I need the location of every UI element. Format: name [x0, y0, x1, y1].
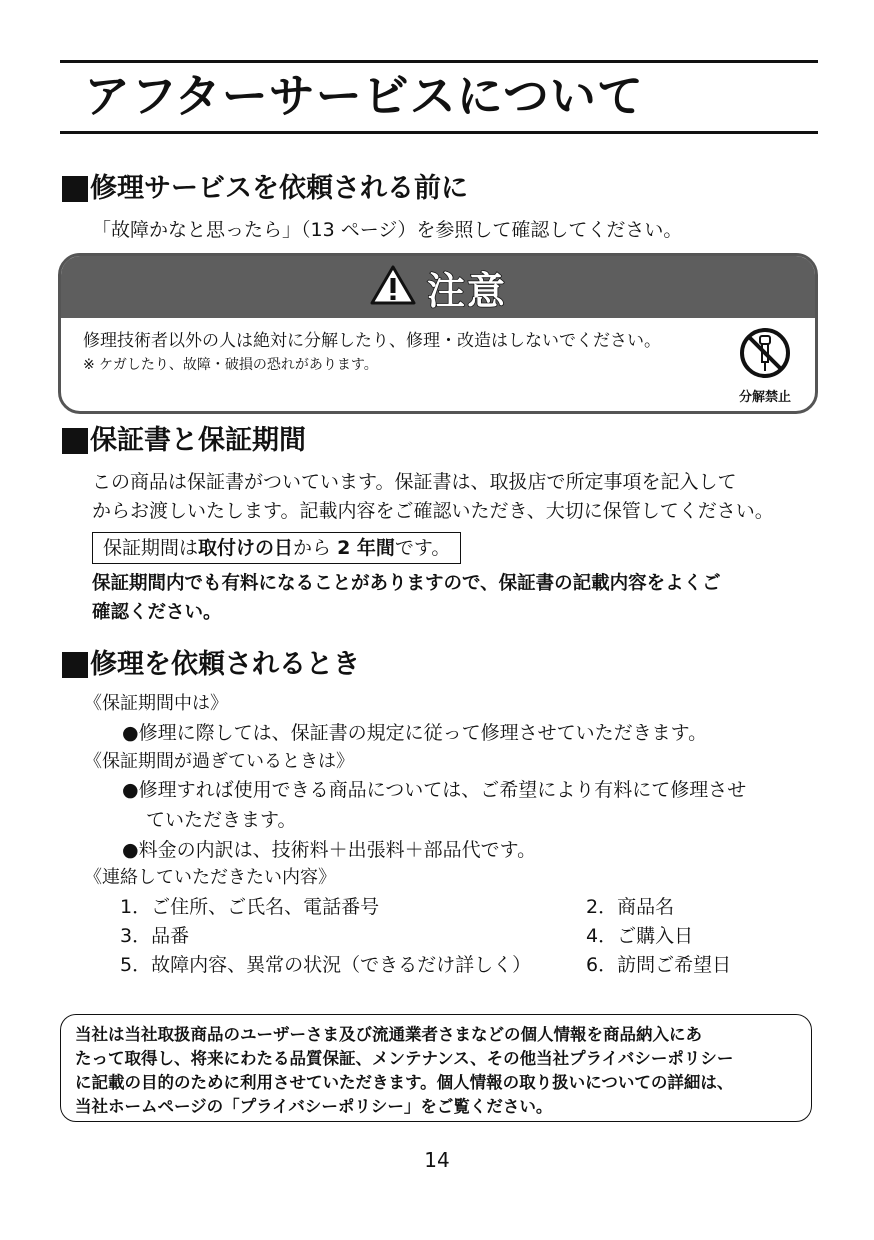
- period-prefix: 保証期間は: [103, 537, 199, 559]
- caution-title: 注意: [426, 268, 507, 313]
- contact-item: 5．故障内容、異常の状況（できるだけ詳しく）: [120, 954, 532, 976]
- after-warranty-bullet-2: [122, 836, 536, 864]
- heading-text: 修理を依頼されるとき: [90, 649, 360, 680]
- bullet-text: 修理に際しては、保証書の規定に従って修理させていただきます。: [138, 722, 708, 744]
- privacy-line: 当社ホームページの「プライバシーポリシー」をご覧ください。: [75, 1097, 553, 1116]
- title-rule-top: [60, 60, 818, 63]
- square-bullet-icon: [62, 428, 88, 454]
- heading-text: 保証書と保証期間: [90, 425, 306, 456]
- no-disassembly-label: 分解禁止: [738, 390, 791, 405]
- title-rule-bottom: [60, 131, 818, 134]
- warranty-text-line1: この商品は保証書がついています。保証書は、取扱店で所定事項を記入して: [92, 471, 737, 493]
- heading-text: 修理サービスを依頼される前に: [90, 173, 468, 204]
- section-heading-repair-request: [62, 648, 360, 682]
- warranty-note-line2: 確認ください。: [92, 602, 222, 623]
- after-warranty-bullet-1-cont: ていただきます。: [146, 809, 297, 831]
- contact-item: 4．ご購入日: [586, 925, 694, 947]
- before-repair-text: 「故障かなと思ったら」（13 ページ）を参照して確認してください。: [92, 219, 683, 241]
- in-warranty-bullet: [122, 719, 707, 747]
- no-disassembly-symbol: [733, 326, 797, 405]
- period-start: 取付けの日: [198, 537, 294, 559]
- bullet-icon: ●: [122, 839, 139, 861]
- period-suffix: です。: [394, 537, 451, 559]
- warranty-text-line2: からお渡しいたします。記載内容をご確認いただき、大切に保管してください。: [92, 500, 774, 522]
- square-bullet-icon: [62, 652, 88, 678]
- bullet-icon: ●: [122, 779, 139, 801]
- privacy-line: 当社は当社取扱商品のユーザーさま及び流通業者さまなどの個人情報を商品納入にあ: [75, 1025, 702, 1044]
- period-middle: から: [293, 537, 338, 559]
- caution-header: [61, 256, 815, 318]
- warranty-note-line1: 保証期間内でも有料になることがありますので、保証書の記載内容をよくご: [92, 573, 721, 594]
- warranty-period-box: [92, 532, 461, 564]
- privacy-line: に記載の目的のために利用させていただきます。個人情報の取り扱いについての詳細は、: [75, 1073, 734, 1092]
- contact-item: 2．商品名: [586, 896, 675, 918]
- privacy-line: たって取得し、将来にわたる品質保証、メンテナンス、その他当社プライバシーポリシー: [75, 1049, 734, 1068]
- contact-item: 3．品番: [120, 925, 190, 947]
- square-bullet-icon: [62, 176, 88, 202]
- after-warranty-label: 《保証期間が過ぎているときは》: [84, 751, 354, 772]
- bullet-text: 料金の内訳は、技術料＋出張料＋部品代です。: [138, 839, 537, 861]
- contact-label: 《連絡していただきたい内容》: [84, 867, 336, 888]
- bullet-text: 修理すれば使用できる商品については、ご希望により有料にて修理させ: [138, 779, 747, 801]
- caution-box: [58, 253, 818, 414]
- page-title: アフターサービスについて: [84, 69, 644, 123]
- privacy-notice-box: [60, 1014, 812, 1122]
- in-warranty-label: 《保証期間中は》: [84, 693, 228, 714]
- bullet-icon: ●: [122, 722, 139, 744]
- warning-triangle-icon: [369, 264, 417, 310]
- after-warranty-bullet-1: [122, 776, 746, 804]
- page-number: 14: [424, 1148, 450, 1172]
- caution-text: 修理技術者以外の人は絶対に分解したり、修理・改造はしないでください。: [83, 331, 661, 351]
- contact-item: 1．ご住所、ご氏名、電話番号: [120, 896, 380, 918]
- period-length: 2 年間: [337, 537, 395, 559]
- section-heading-before-repair: [62, 172, 468, 206]
- contact-item: 6．訪問ご希望日: [586, 954, 732, 976]
- no-disassembly-icon: [738, 365, 792, 384]
- section-heading-warranty: [62, 424, 306, 458]
- caution-note: ※ ケガしたり、故障・破損の恐れがあります。: [83, 357, 378, 373]
